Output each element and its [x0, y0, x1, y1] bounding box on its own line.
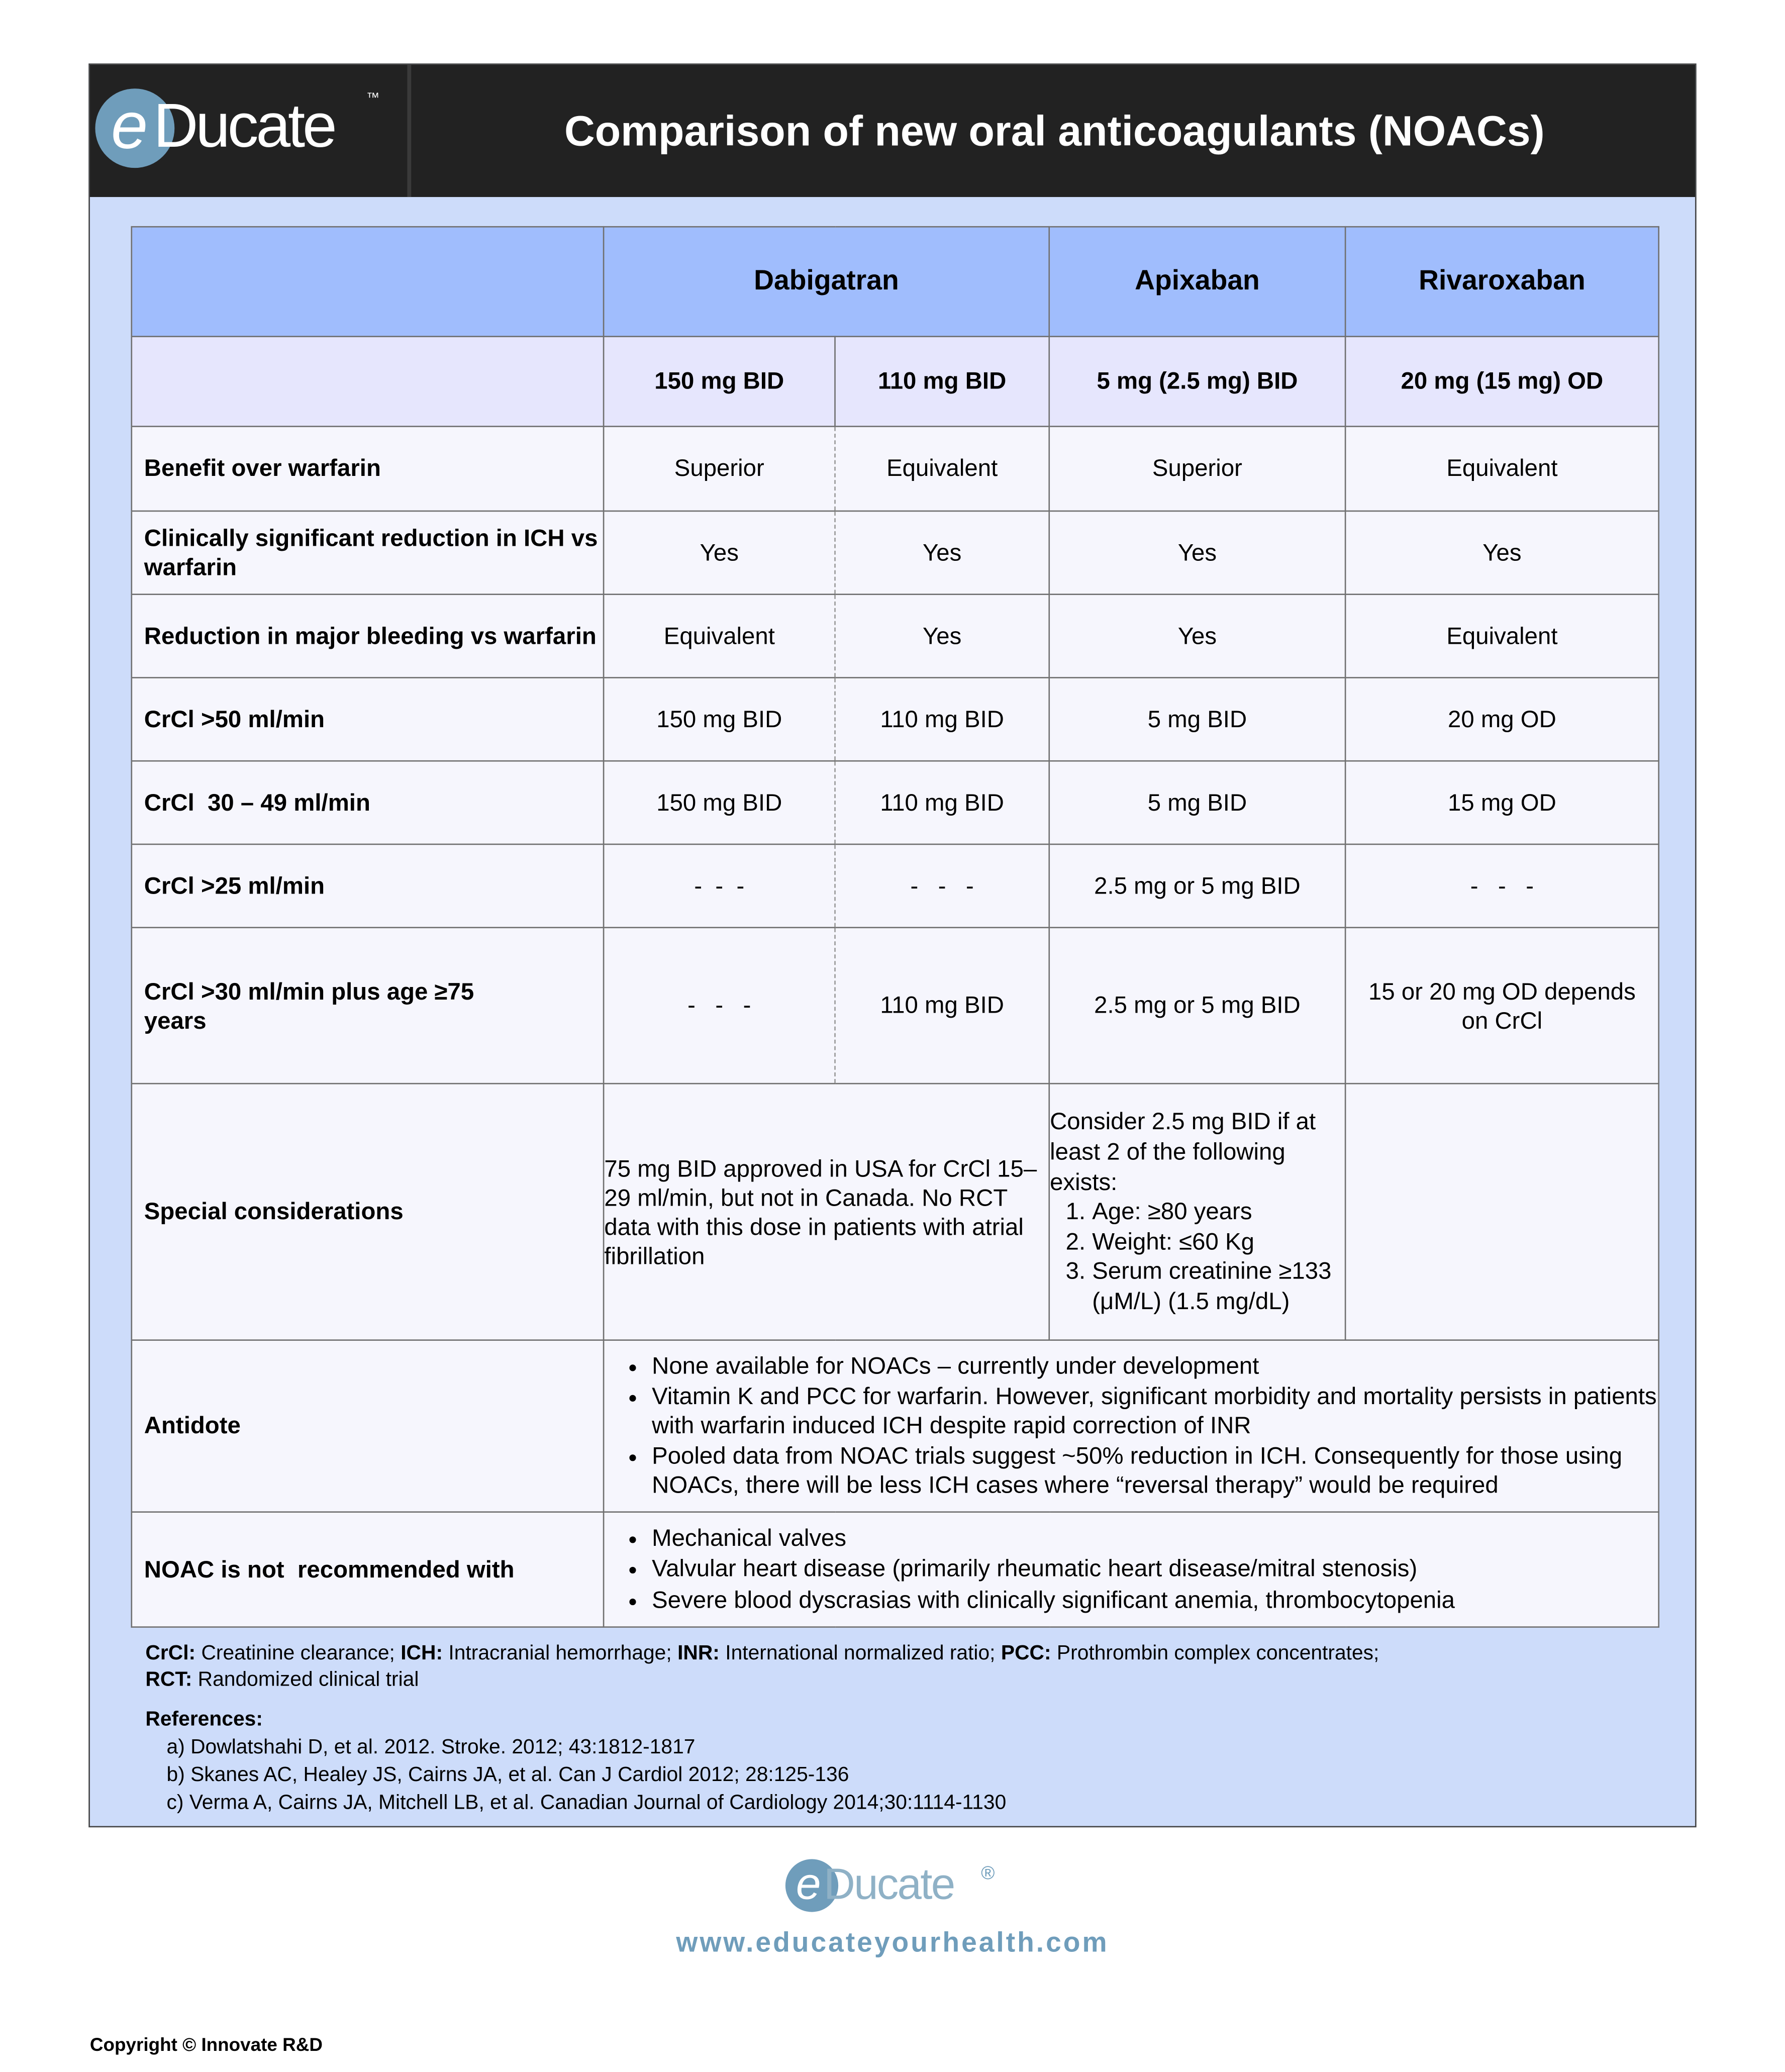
row-label: Special considerations — [132, 1083, 604, 1340]
not-recommended-cell — [604, 1512, 1659, 1627]
list-item: 2. Weight: ≤60 Kg — [1092, 1227, 1345, 1256]
abbrev-term: PCC: — [1001, 1642, 1051, 1665]
row-label: CrCl 30 – 49 ml/min — [132, 761, 604, 844]
header-divider — [407, 65, 411, 197]
drug-header-rivaroxaban: Rivaroxaban — [1345, 227, 1659, 336]
table-cell: 110 mg BID — [835, 677, 1049, 761]
row-label: CrCl >50 ml/min — [132, 677, 604, 761]
list-item: • Severe blood dyscrasias with clinically significant anemia, thrombocytopenia — [652, 1587, 1658, 1615]
table-cell: 2.5 mg or 5 mg BID — [1049, 928, 1345, 1083]
table-cell: Yes — [1345, 511, 1659, 595]
table-cell: 5 mg BID — [1049, 761, 1345, 844]
table-cell: Equivalent — [1345, 427, 1659, 511]
abbrev-definition: Prothrombin complex concentrates; — [1056, 1642, 1379, 1665]
header-logo — [90, 65, 407, 197]
table-cell: 2.5 mg or 5 mg BID — [1049, 844, 1345, 928]
not-recommended-row — [132, 1512, 1659, 1627]
references-title: References: — [145, 1708, 263, 1731]
table-cell: Equivalent — [1345, 595, 1659, 678]
table-cell: 20 mg OD — [1345, 677, 1659, 761]
row-label: Reduction in major bleeding vs warfarin — [132, 595, 604, 678]
abbrev-term: ICH: — [401, 1642, 443, 1665]
row-label: Antidote — [132, 1340, 604, 1512]
abbrev-definition: International normalized ratio; — [725, 1642, 996, 1665]
table-cell: 150 mg BID — [604, 761, 835, 844]
special-note-apixaban-intro: Consider 2.5 mg BID if at least 2 of the following exists: — [1050, 1108, 1316, 1195]
drug-header-dabigatran: Dabigatran — [604, 227, 1049, 336]
abbrev-definition: Randomized clinical trial — [197, 1668, 419, 1692]
dose-header: 110 mg BID — [835, 337, 1049, 427]
list-item: • Mechanical valves — [652, 1524, 1658, 1553]
list-item: • Vitamin K and PCC for warfarin. However, significant morbidity and mortality persists in patients with warfarin induced ICH despite rapid correction of INR — [652, 1384, 1658, 1440]
dose-header: 150 mg BID — [604, 337, 835, 427]
row-label: NOAC is not recommended with — [132, 1512, 604, 1627]
table-cell: 110 mg BID — [835, 928, 1049, 1083]
row-label: Benefit over warfarin — [132, 427, 604, 511]
reference-item: b) Skanes AC, Healey JS, Cairns JA, et al. Can J Cardiol 2012; 28:125-136 — [166, 1763, 849, 1787]
abbrev-definition: Intracranial hemorrhage; — [448, 1642, 672, 1665]
dose-header: 5 mg (2.5 mg) BID — [1049, 337, 1345, 427]
footer-logo — [780, 1854, 1018, 1917]
table-row — [132, 677, 1659, 761]
corner-cell — [132, 337, 604, 427]
antidote-row — [132, 1340, 1659, 1512]
table-cell: 5 mg BID — [1049, 677, 1345, 761]
copyright: Copyright © Innovate R&D — [89, 2033, 323, 2055]
abbrev-term: RCT: — [145, 1668, 192, 1692]
table-cell: Equivalent — [835, 427, 1049, 511]
drug-header-row — [132, 227, 1659, 336]
abbrev-term: CrCl: — [145, 1642, 196, 1665]
table-cell: Yes — [1049, 511, 1345, 595]
abbreviations — [145, 1641, 1652, 1694]
table-cell: Yes — [835, 511, 1049, 595]
website-link[interactable]: www.educateyourhealth.com — [676, 1928, 1109, 1958]
table-row — [132, 511, 1659, 595]
reference-item: a) Dowlatshahi D, et al. 2012. Stroke. 2012; 43:1812-1817 — [166, 1736, 696, 1759]
table-cell: - - - — [1345, 844, 1659, 928]
table-cell: - - - — [835, 844, 1049, 928]
special-considerations-row — [132, 1083, 1659, 1340]
table-row — [132, 427, 1659, 511]
table-cell: 15 mg OD — [1345, 761, 1659, 844]
dose-header: 20 mg (15 mg) OD — [1345, 337, 1659, 427]
noac-comparison-table — [131, 226, 1659, 1628]
list-item: • Pooled data from NOAC trials suggest ~50% reduction in ICH. Consequently for those using NOACs, there will be less ICH cases where “reversal therapy” would be required — [652, 1443, 1658, 1500]
row-label: CrCl >30 ml/min plus age ≥75 years — [132, 928, 604, 1083]
table-row — [132, 844, 1659, 928]
references — [145, 1706, 1652, 1817]
header-bar — [90, 65, 1695, 197]
list-item: 1. Age: ≥80 years — [1092, 1197, 1345, 1227]
list-item: • None available for NOACs – currently under development — [652, 1352, 1658, 1381]
corner-cell — [132, 227, 604, 336]
list-item: 3. Serum creatinine ≥133 (μM/L) (1.5 mg/dL) — [1092, 1257, 1345, 1317]
antidote-cell — [604, 1340, 1659, 1512]
drug-header-apixaban: Apixaban — [1049, 227, 1345, 336]
table-row — [132, 595, 1659, 678]
table-row — [132, 928, 1659, 1083]
list-item: • Valvular heart disease (primarily rheumatic heart disease/mitral stenosis) — [652, 1555, 1658, 1584]
table-cell: - - - — [604, 844, 835, 928]
dose-header-row — [132, 337, 1659, 427]
logo-trademark: ™ — [366, 91, 380, 106]
special-note-rivaroxaban — [1345, 1083, 1659, 1340]
abbrev-definition: Creatinine clearance; — [201, 1642, 395, 1665]
table-cell: 150 mg BID — [604, 677, 835, 761]
reference-item: c) Verma A, Cairns JA, Mitchell LB, et al. Canadian Journal of Cardiology 2014;30:1114-1130 — [166, 1792, 1007, 1814]
logo-wordmark: Ducate — [153, 89, 335, 160]
table-cell: Yes — [1049, 595, 1345, 678]
table-cell: Equivalent — [604, 595, 835, 678]
logo-wordmark: Ducate — [824, 1859, 954, 1908]
table-cell: Superior — [1049, 427, 1345, 511]
special-note-apixaban — [1049, 1083, 1345, 1340]
abbrev-term: INR: — [677, 1642, 720, 1665]
table-cell: 110 mg BID — [835, 761, 1049, 844]
logo-letter-e: e — [111, 88, 148, 163]
logo-letter-e: e — [796, 1859, 821, 1910]
special-note-dabigatran: 75 mg BID approved in USA for CrCl 15–29 ml/min, but not in Canada. No RCT data with this dose in patients with atrial fibrillation — [604, 1083, 1049, 1340]
table-cell: Yes — [835, 595, 1049, 678]
row-label: Clinically significant reduction in ICH vs warfarin — [132, 511, 604, 595]
table-cell: 15 or 20 mg OD depends on CrCl — [1345, 928, 1659, 1083]
logo-registered: ® — [981, 1861, 995, 1883]
row-label: CrCl >25 ml/min — [132, 844, 604, 928]
table-row — [132, 761, 1659, 844]
page-title: Comparison of new oral anticoagulants (NOACs) — [564, 107, 1545, 155]
table-cell: - - - — [604, 928, 835, 1083]
table-cell: Yes — [604, 511, 835, 595]
table-cell: Superior — [604, 427, 835, 511]
document-frame — [88, 63, 1696, 1827]
